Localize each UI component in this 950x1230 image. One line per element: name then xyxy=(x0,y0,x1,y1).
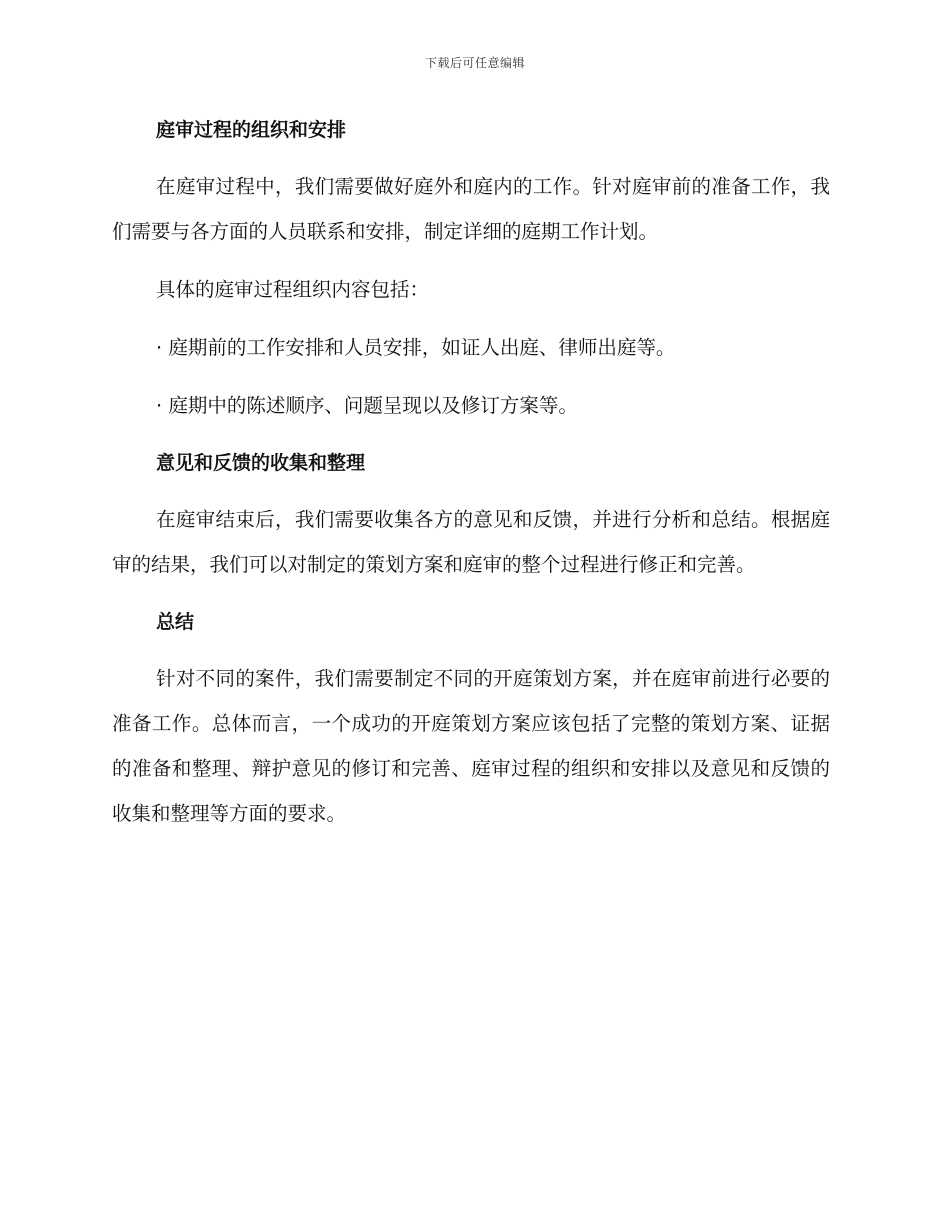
section-heading-feedback: 意见和反馈的收集和整理 xyxy=(156,452,366,474)
section-paragraph-summary: 针对不同的案件，我们需要制定不同的开庭策划方案，并在庭审前进行必要的准备工作。总体而言，一个成功的开庭策划方案应该包括了完整的策划方案、证据的准备和整理、辩护意见的修订和完善、庭审过程的组织和安排以及意见和反馈的收集和整理等方面的要求。 xyxy=(112,667,830,825)
list-item: · 庭期前的工作安排和人员安排，如证人出庭、律师出庭等。 xyxy=(156,336,676,359)
document-body xyxy=(112,108,830,836)
section-paragraph-trial-organization: 在庭审过程中，我们需要做好庭外和庭内的工作。针对庭审前的准备工作，我们需要与各方面的人员联系和安排，制定详细的庭期工作计划。 xyxy=(112,175,830,243)
page-header: 下载后可任意编辑 xyxy=(424,56,525,70)
section-heading-trial-organization: 庭审过程的组织和安排 xyxy=(156,119,347,141)
list-intro: 具体的庭审过程组织内容包括： xyxy=(156,278,430,301)
list-item: · 庭期中的陈述顺序、问题呈现以及修订方案等。 xyxy=(156,394,578,417)
section-paragraph-feedback: 在庭审结束后，我们需要收集各方的意见和反馈，并进行分析和总结。根据庭审的结果，我们可以对制定的策划方案和庭审的整个过程进行修正和完善。 xyxy=(112,508,830,576)
section-heading-summary: 总结 xyxy=(156,611,195,633)
